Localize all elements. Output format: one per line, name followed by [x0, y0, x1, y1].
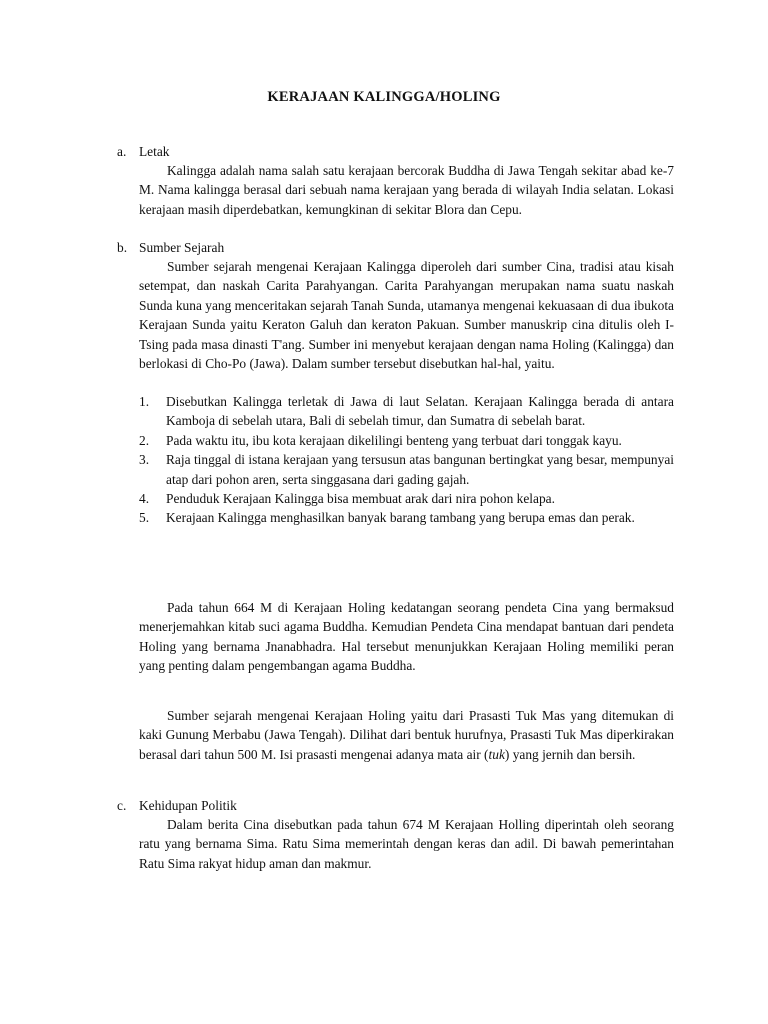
prasasti-text-start: Sumber sejarah mengenai Kerajaan Holing yaitu dari Prasasti Tuk Mas yang ditemukan di kaki Gunung Merbabu (Jawa Tengah). Dilihat dari bentuk hurufnya, Prasasti Tuk Mas diperkirakan berasal dari tahun 500 M. Isi prasasti mengenai adanya mata air ( — [139, 708, 674, 762]
list-item-number: 5. — [139, 510, 150, 526]
list-item-text: Pada waktu itu, ibu kota kerajaan dikelilingi benteng yang terbuat dari tonggak kayu. — [166, 432, 622, 448]
list-item-number: 1. — [139, 394, 150, 409]
list-item-text: Kerajaan Kalingga menghasilkan banyak barang tambang yang berupa emas dan perak. — [166, 510, 635, 526]
section-c-title: Kehidupan Politik — [139, 798, 237, 813]
section-a-body — [139, 161, 674, 219]
list-item-number: 2. — [139, 432, 150, 448]
holing-pendeta-paragraph: Pada tahun 664 M di Kerajaan Holing kedatangan seorang pendeta Cina yang bermaksud menerjemahkan kitab suci agama Buddha. Kemudian Pendeta Cina mendapat bantuan dari pendeta Holing yang bernama Jnanabhadra. Hal tersebut menunjukkan Kerajaan Holing memiliki peran yang penting dalam pengembangan agama Buddha. — [139, 600, 674, 674]
prasasti-text-end: ) yang jernih dan bersih. — [504, 746, 636, 762]
document-title: KERAJAAN KALINGGA/HOLING — [267, 89, 501, 105]
list-item — [139, 431, 674, 450]
section-c-heading — [117, 796, 237, 815]
section-a-paragraph: Kalingga adalah nama salah satu kerajaan bercorak Buddha di Jawa Tengah sekitar abad ke-7 M. Nama kalingga berasal dari sebuah nama kerajaan yang berada di wilayah India selatan. Lokasi kerajaan masih diperdebatkan, kemungkinan di sekitar Blora dan Cepu. — [139, 163, 674, 217]
section-b-paragraph-1 — [139, 598, 674, 676]
section-b-title: Sumber Sejarah — [139, 240, 225, 255]
section-b-intro-paragraph: Sumber sejarah mengenai Kerajaan Kalingga diperoleh dari sumber Cina, tradisi atau kisah setempat, dan naskah Carita Parahyangan. Carita Parahyangan merupakan nama suatu naskah Sunda kuna yang menceritakan sejarah Tanah Sunda, utamanya mengenai kekuasaan di dua ibukota Kerajaan Sunda yaitu Keraton Galuh dan keraton Pakuan. Sumber manuskrip cina ditulis oleh I-Tsing pada masa dinasti T'ang. Sumber ini menyebut kerajaan dengan nama Holing (Kalingga) dan berlokasi di Cho-Po (Jawa). Dalam sumber tersebut disebutkan hal-hal, yaitu. — [139, 259, 674, 372]
section-b-marker: b. — [117, 240, 128, 255]
section-a-title: Letak — [139, 144, 170, 159]
section-b-paragraph-2 — [139, 706, 674, 764]
section-b-heading — [117, 238, 224, 257]
list-item — [139, 450, 674, 489]
list-item-number: 3. — [139, 452, 150, 468]
list-item-text: Raja tinggal di istana kerajaan yang tersusun atas bangunan bertingkat yang besar, mempunyai atap dari pohon aren, serta singgasana dari gading gajah. — [166, 452, 674, 487]
section-b-intro — [139, 257, 674, 373]
prasasti-italic-term: tuk — [488, 746, 505, 762]
section-a-marker: a. — [117, 144, 127, 159]
list-item — [139, 508, 674, 527]
section-c-paragraph: Dalam berita Cina disebutkan pada tahun 674 M Kerajaan Holling diperintah oleh seorang ratu yang bernama Sima. Ratu Sima memerintah dengan keras dan adil. Di bawah pemerintahan Ratu Sima rakyat hidup aman dan makmur. — [139, 817, 674, 871]
section-c-body — [139, 815, 674, 873]
list-item-text: Disebutkan Kalingga terletak di Jawa di laut Selatan. Kerajaan Kalingga berada di antara Kamboja di sebelah utara, Bali di sebelah timur, dan Sumatra di sebelah barat. — [166, 394, 674, 429]
list-item — [139, 392, 674, 431]
list-item-number: 4. — [139, 491, 150, 507]
section-a-heading — [117, 142, 169, 161]
source-findings-list — [139, 392, 674, 528]
list-item — [139, 489, 674, 508]
list-item-text: Penduduk Kerajaan Kalingga bisa membuat arak dari nira pohon kelapa. — [166, 491, 555, 507]
section-c-marker: c. — [117, 798, 127, 813]
prasasti-paragraph — [139, 706, 674, 764]
